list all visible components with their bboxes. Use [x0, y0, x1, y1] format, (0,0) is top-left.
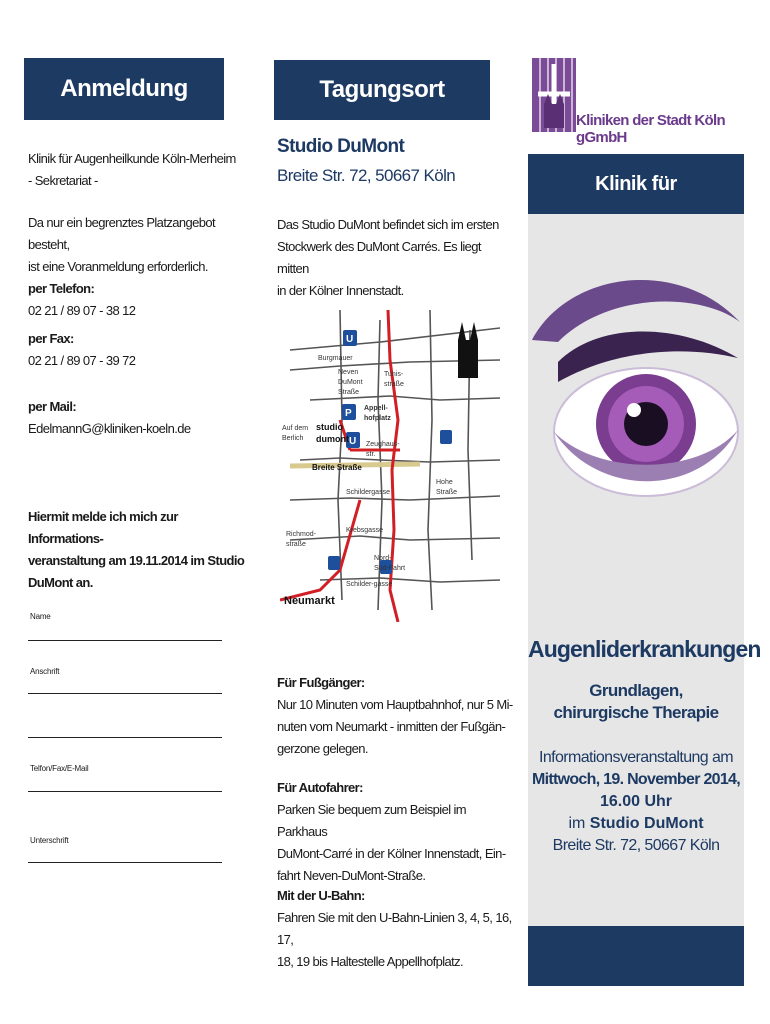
clinic-header-title: Klinik für [595, 173, 677, 195]
address-field-line-2[interactable] [28, 737, 222, 738]
subway-text-1: Fahren Sie mit den U-Bahn-Linien 3, 4, 5, 16, 17, [277, 910, 512, 947]
fax-label: per Fax: [28, 331, 74, 346]
svg-text:Tunis-: Tunis- [384, 371, 404, 378]
address-field-line-1[interactable] [28, 693, 222, 694]
svg-text:studio: studio [316, 422, 343, 432]
signup-statement [28, 506, 248, 594]
venue-name: Studio DuMont [277, 136, 405, 157]
svg-text:Hohe: Hohe [436, 479, 453, 486]
clinic-address-block [28, 148, 238, 192]
svg-text:Krebsgasse: Krebsgasse [346, 527, 383, 534]
svg-text:Straße: Straße [436, 489, 458, 496]
pedestrian-text-1: Nur 10 Minuten vom Hauptbahnhof, nur 5 Mi- [277, 697, 513, 712]
svg-text:Appell-: Appell- [364, 405, 388, 412]
registration-title: Anmeldung [60, 75, 188, 102]
svg-text:Breite Straße: Breite Straße [312, 463, 362, 472]
name-field-label: Name [30, 612, 51, 621]
driver-title: Für Autofahrer: [277, 780, 363, 795]
name-field-line[interactable] [28, 640, 222, 641]
driver-info [277, 777, 517, 887]
eye-illustration-icon [528, 262, 744, 524]
svg-text:Neumarkt: Neumarkt [284, 595, 335, 607]
driver-text-3: fahrt Neven-DuMont-Straße. [277, 868, 426, 883]
clinic-header [528, 154, 744, 214]
event-subtitle-1: Grundlagen, [589, 681, 683, 700]
svg-text:U: U [349, 436, 357, 447]
event-venue: Studio DuMont [589, 815, 704, 832]
event-in: im [568, 815, 586, 832]
fax-number: 02 21 / 89 07 - 39 72 [28, 353, 136, 368]
svg-text:Zeughaus-: Zeughaus- [366, 441, 400, 448]
phone-label: per Telefon: [28, 281, 95, 296]
signature-field-line[interactable] [28, 862, 222, 863]
event-intro: Informationsveranstaltung am [539, 749, 733, 766]
mail-block [28, 396, 248, 440]
svg-text:Neven: Neven [338, 369, 359, 376]
svg-text:straße: straße [384, 381, 404, 388]
svg-text:str.: str. [366, 451, 376, 458]
event-subtitle-2: chirurgische Therapie [553, 703, 719, 722]
pedestrian-text-3: gerzone gelegen. [277, 741, 368, 756]
svg-text:dumont: dumont [316, 434, 349, 444]
venue-header [274, 60, 490, 120]
svg-text:Auf dem: Auf dem [282, 425, 309, 432]
contact-field-label: Telfon/Fax/E-Mail [30, 764, 89, 773]
svg-text:straße: straße [286, 541, 306, 548]
mail-address[interactable]: EdelmannG@kliniken-koeln.de [28, 421, 191, 436]
svg-text:Richmod-: Richmod- [286, 531, 316, 538]
pedestrian-title: Für Fußgänger: [277, 675, 365, 690]
venue-description [277, 214, 507, 302]
registration-header [24, 58, 224, 120]
address-field-label: Anschrift [30, 667, 60, 676]
svg-text:Straße: Straße [338, 389, 360, 396]
event-details [528, 636, 761, 855]
pedestrian-text-2: nuten vom Neumarkt - inmitten der Fußgän- [277, 719, 506, 734]
registration-info [28, 212, 248, 322]
venue-desc-1: Das Studio DuMont befindet sich im ersten [277, 217, 499, 232]
footer-bar [528, 926, 744, 986]
signature-field-label: Unterschrift [30, 836, 69, 845]
phone-number: 02 21 / 89 07 - 38 12 [28, 303, 136, 318]
venue-desc-2: Stockwerk des DuMont Carrés. Es liegt mitten [277, 239, 481, 276]
fax-block [28, 328, 248, 372]
svg-text:Nord-: Nord- [374, 555, 392, 562]
org-name: Kliniken der Stadt Köln gGmbH [576, 112, 725, 146]
venue-address: Breite Str. 72, 50667 Köln [277, 166, 456, 185]
clinic-logo-icon [532, 58, 576, 132]
signup-text-3: DuMont an. [28, 575, 93, 590]
signup-text-2: veranstaltung am 19.11.2014 im Studio [28, 553, 245, 568]
svg-text:Süd-Fahrt: Süd-Fahrt [374, 565, 406, 572]
contact-field-line[interactable] [28, 791, 222, 792]
venue-desc-3: in der Kölner Innenstadt. [277, 283, 404, 298]
signup-text-1: Hiermit melde ich mich zur Informations- [28, 509, 178, 546]
venue-header-title: Tagungsort [319, 76, 445, 103]
event-address: Breite Str. 72, 50667 Köln [552, 837, 720, 854]
svg-text:Berlich: Berlich [282, 435, 304, 442]
subway-info [277, 885, 517, 973]
svg-text:hofplatz: hofplatz [364, 415, 391, 422]
mail-label: per Mail: [28, 399, 77, 414]
svg-text:DuMont: DuMont [338, 379, 363, 386]
svg-text:U: U [346, 334, 354, 345]
event-title: Augenliderkrankungen [528, 636, 761, 662]
event-time: 16.00 Uhr [599, 793, 673, 810]
svg-text:P: P [345, 408, 352, 419]
pedestrian-info [277, 672, 517, 760]
subway-title: Mit der U-Bahn: [277, 888, 365, 903]
driver-text-2: DuMont-Carré in der Kölner Innenstadt, Ein- [277, 846, 506, 861]
venue-map [280, 300, 500, 622]
driver-text-1: Parken Sie bequem zum Beispiel im Parkhaus [277, 802, 467, 839]
secretariat-label: - Sekretariat - [28, 173, 98, 188]
intro-text-1: Da nur ein begrenztes Platzangebot besteht, [28, 215, 216, 252]
event-location [528, 815, 744, 833]
clinic-name: Klinik für Augenheilkunde Köln-Merheim [28, 151, 236, 166]
svg-text:Schilder-gasse: Schilder-gasse [346, 581, 393, 588]
subway-text-2: 18, 19 bis Haltestelle Appellhofplatz. [277, 954, 464, 969]
intro-text-2: ist eine Voranmeldung erforderlich. [28, 259, 208, 274]
event-date: Mittwoch, 19. November 2014, [531, 771, 741, 788]
svg-text:Schildergasse: Schildergasse [346, 489, 390, 496]
svg-text:Burgmauer: Burgmauer [318, 355, 353, 362]
